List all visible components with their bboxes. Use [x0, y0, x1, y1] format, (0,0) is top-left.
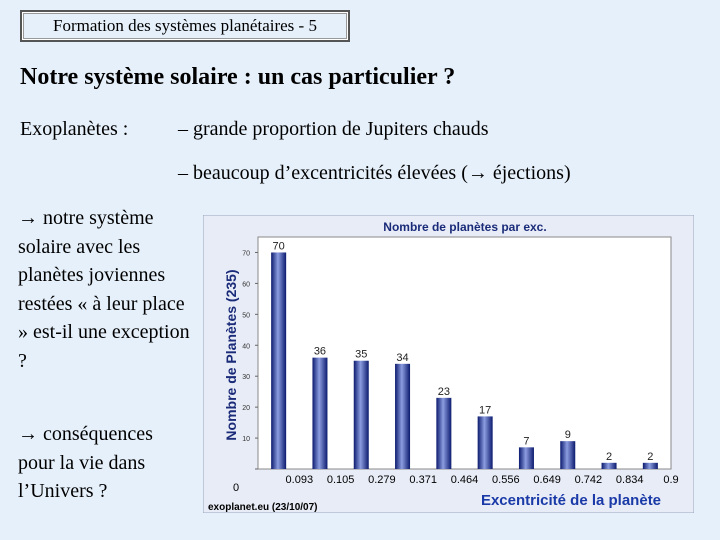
bar — [519, 447, 534, 469]
eccentricity-histogram — [203, 215, 694, 513]
y-axis-label: Nombre de Planètes (235) — [223, 269, 239, 441]
slide-header: Formation des systèmes planétaires - 5 — [20, 10, 350, 42]
bar-value-label: 35 — [355, 348, 368, 361]
y-tick-label: 70 — [242, 250, 250, 258]
bar — [643, 463, 658, 469]
bar — [271, 252, 286, 469]
y-tick-label: 0 — [232, 482, 240, 494]
x-tick-label: 0.556 — [492, 474, 520, 486]
x-tick-label: 0.105 — [326, 474, 355, 486]
x-tick-label: 0.649 — [533, 474, 561, 486]
x-tick-label: 0.834 — [615, 474, 644, 486]
x-axis-label: Excentricité de la planète — [480, 492, 662, 509]
x-tick-label: 0.464 — [450, 474, 479, 486]
bar — [436, 398, 451, 469]
slide-title: Notre système solaire : un cas particulier ? — [20, 64, 456, 90]
y-tick-label: 50 — [242, 312, 250, 320]
x-tick-label: 0.093 — [285, 474, 314, 486]
bar — [478, 416, 493, 469]
bar-value-label: 34 — [396, 351, 409, 364]
bar — [312, 358, 327, 469]
bar-value-label: 17 — [479, 404, 492, 417]
bar — [602, 463, 617, 469]
x-tick-label: 0.371 — [409, 474, 437, 486]
side-question-exception: → notre système solaire avec les planètes joviennes restées « à leur place » est-il une exception ? — [18, 207, 190, 372]
point-hot-jupiters: – grande proportion de Jupiters chauds — [178, 118, 489, 140]
y-tick-label: 40 — [242, 343, 250, 351]
bar-value-label: 2 — [605, 450, 613, 463]
bar — [560, 441, 575, 469]
bar-value-label: 9 — [564, 429, 571, 442]
bar — [395, 364, 410, 469]
chart-title: Nombre de planètes par exc. — [383, 220, 547, 234]
bar-value-label: 36 — [313, 345, 327, 358]
bar-value-label: 7 — [523, 435, 530, 448]
bar-value-label: 70 — [272, 240, 285, 253]
bar-value-label: 23 — [437, 385, 450, 398]
exoplanets-label: Exoplanètes : — [20, 118, 129, 140]
exoplanets-line — [20, 118, 488, 141]
x-tick-label: 0.742 — [574, 474, 603, 486]
x-tick-label: 0.279 — [368, 474, 396, 486]
x-tick-label: 0.9 — [663, 474, 679, 486]
y-tick-label: 60 — [242, 281, 250, 289]
y-tick-label: 30 — [242, 374, 250, 382]
bar — [354, 361, 369, 469]
source-note: exoplanet.eu (23/10/07) — [208, 502, 318, 513]
y-tick-label: 20 — [242, 405, 250, 413]
y-tick-label: 10 — [242, 436, 250, 444]
point-eccentricities: – beaucoup d’excentricités élevées (→ éjections) — [178, 162, 571, 184]
side-question-consequences: → conséquences pour la vie dans l’Univers ? — [18, 423, 153, 502]
bar-value-label: 2 — [647, 450, 654, 463]
